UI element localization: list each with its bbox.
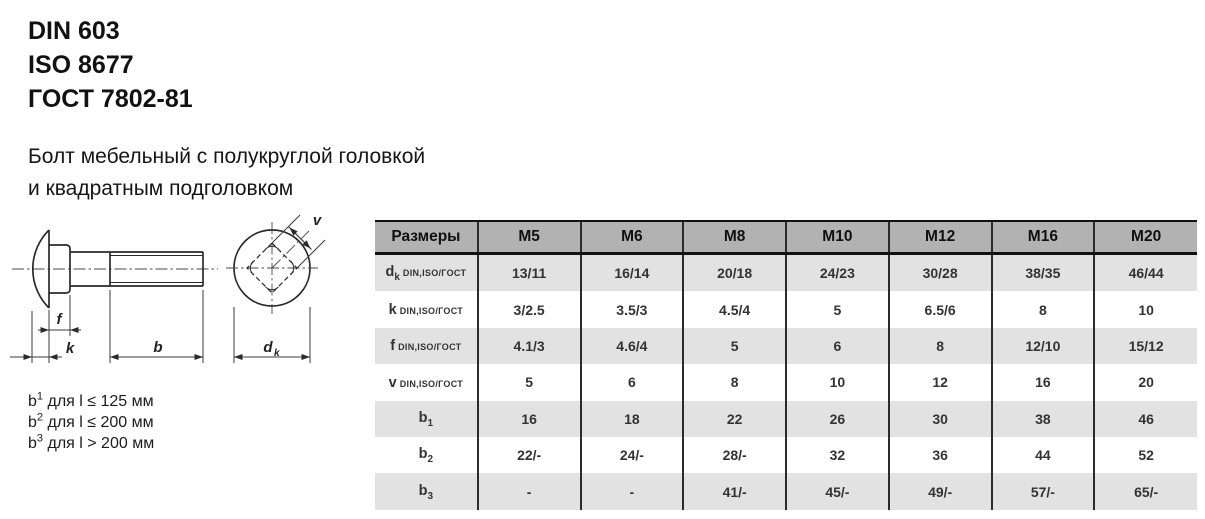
cell-b3-M20: 65/- xyxy=(1094,473,1197,509)
cell-v-M6: 6 xyxy=(581,364,684,400)
cell-f-M20: 15/12 xyxy=(1094,328,1197,364)
cell-k-M12: 6.5/6 xyxy=(889,291,992,327)
cell-dk-M16: 38/35 xyxy=(992,254,1095,292)
cell-v-M16: 16 xyxy=(992,364,1095,400)
col-header-M8: M8 xyxy=(683,221,786,254)
dim-label-k: k xyxy=(65,340,75,357)
cell-k-M5: 3/2.5 xyxy=(478,291,581,327)
cell-b1-M8: 22 xyxy=(683,401,786,437)
product-title-line2: и квадратным подголовком xyxy=(28,177,294,200)
col-header-M20: M20 xyxy=(1094,221,1197,254)
product-title xyxy=(28,141,425,205)
dimension-k xyxy=(10,340,75,357)
table-row-f xyxy=(375,328,1197,364)
cell-k-M16: 8 xyxy=(992,291,1095,327)
standards-block xyxy=(28,14,193,116)
cell-v-M8: 8 xyxy=(683,364,786,400)
cell-dk-M20: 46/44 xyxy=(1094,254,1197,292)
footnote-b2: $b^2$ для l ≤ 200 мм xyxy=(28,411,154,431)
dim-label-f: f xyxy=(56,311,62,328)
top-view-diagonal xyxy=(272,231,309,268)
col-header-M6: M6 xyxy=(581,221,684,254)
cell-b1-M5: 16 xyxy=(478,401,581,437)
product-title-line1: Болт мебельный с полукруглой головкой xyxy=(28,145,426,168)
col-header-M16: M16 xyxy=(992,221,1095,254)
cell-f-M6: 4.6/4 xyxy=(581,328,684,364)
col-header-sizes: Размеры xyxy=(375,221,478,254)
cell-f-M12: 8 xyxy=(889,328,992,364)
cell-f-M5: 4.1/3 xyxy=(478,328,581,364)
cell-b1-M6: 18 xyxy=(581,401,684,437)
standard-gost: ГОСТ 7802-81 xyxy=(28,85,193,113)
cell-v-M10: 10 xyxy=(786,364,889,400)
cell-b3-M12: 49/- xyxy=(889,473,992,509)
cell-k-M10: 5 xyxy=(786,291,889,327)
row-label-b3: $b_3$ xyxy=(375,473,478,509)
cell-b3-M5: - xyxy=(478,473,581,509)
footnotes xyxy=(28,391,154,454)
cell-b2-M20: 52 xyxy=(1094,437,1197,473)
row-label-b1: $b_1$ xyxy=(375,401,478,437)
cell-k-M6: 3.5/3 xyxy=(581,291,684,327)
cell-dk-M10: 24/23 xyxy=(786,254,889,292)
dimensions-table xyxy=(375,220,1197,510)
cell-k-M20: 10 xyxy=(1094,291,1197,327)
cell-dk-M5: 13/11 xyxy=(478,254,581,292)
footnote-b3: $b^3$ для l > 200 мм xyxy=(28,432,155,452)
dim-label-dk-main: d xyxy=(263,339,273,356)
cell-f-M10: 6 xyxy=(786,328,889,364)
table-row-k xyxy=(375,291,1197,327)
standard-iso: ISO 8677 xyxy=(28,51,134,79)
cell-f-M8: 5 xyxy=(683,328,786,364)
bolt-side-view xyxy=(12,230,218,308)
cell-v-M12: 12 xyxy=(889,364,992,400)
bolt-head-top-view xyxy=(226,222,318,314)
cell-b2-M5: 22/- xyxy=(478,437,581,473)
cell-b1-M12: 30 xyxy=(889,401,992,437)
cell-f-M16: 12/10 xyxy=(992,328,1095,364)
col-header-M10: M10 xyxy=(786,221,889,254)
cell-b3-M6: - xyxy=(581,473,684,509)
cell-v-M20: 20 xyxy=(1094,364,1197,400)
cell-dk-M6: 16/14 xyxy=(581,254,684,292)
col-header-M12: M12 xyxy=(889,221,992,254)
cell-b3-M16: 57/- xyxy=(992,473,1095,509)
table-header-row xyxy=(375,221,1197,254)
standard-din: DIN 603 xyxy=(28,17,120,45)
cell-b2-M10: 32 xyxy=(786,437,889,473)
cell-b1-M16: 38 xyxy=(992,401,1095,437)
cell-dk-M8: 20/18 xyxy=(683,254,786,292)
cell-b2-M6: 24/- xyxy=(581,437,684,473)
dim-label-b: b xyxy=(153,339,163,356)
cell-b2-M12: 36 xyxy=(889,437,992,473)
cell-dk-M12: 30/28 xyxy=(889,254,992,292)
cell-b3-M10: 45/- xyxy=(786,473,889,509)
col-header-M5: M5 xyxy=(478,221,581,254)
cell-b1-M20: 46 xyxy=(1094,401,1197,437)
row-label-k: k DIN,ISO/ГОСТ xyxy=(388,302,464,319)
table-row-v xyxy=(375,364,1197,400)
cell-b2-M8: 28/- xyxy=(683,437,786,473)
cell-k-M8: 4.5/4 xyxy=(683,291,786,327)
row-label-v: v DIN,ISO/ГОСТ xyxy=(388,374,464,391)
table-row-b1 xyxy=(375,401,1197,437)
footnote-b1: $b^1$ для l ≤ 125 мм xyxy=(28,390,154,410)
dimensions-table-wrap xyxy=(375,220,1197,510)
cell-b3-M8: 41/- xyxy=(683,473,786,509)
cell-v-M5: 5 xyxy=(478,364,581,400)
table-row-b2 xyxy=(375,437,1197,473)
table-row-dk xyxy=(375,254,1197,292)
row-label-f: f DIN,ISO/ГОСТ xyxy=(375,328,478,364)
cell-b1-M10: 26 xyxy=(786,401,889,437)
table-row-b3 xyxy=(375,473,1197,509)
dim-label-dk-sub: k xyxy=(274,348,280,359)
dimension-dk xyxy=(234,307,310,363)
dimension-b xyxy=(110,290,203,363)
cell-b2-M16: 44 xyxy=(992,437,1095,473)
dim-label-v: v xyxy=(312,212,322,229)
row-label-b2: $b_2$ xyxy=(418,446,434,466)
row-label-dk: $d_k$ DIN,ISO/ГОСТ xyxy=(375,254,478,292)
